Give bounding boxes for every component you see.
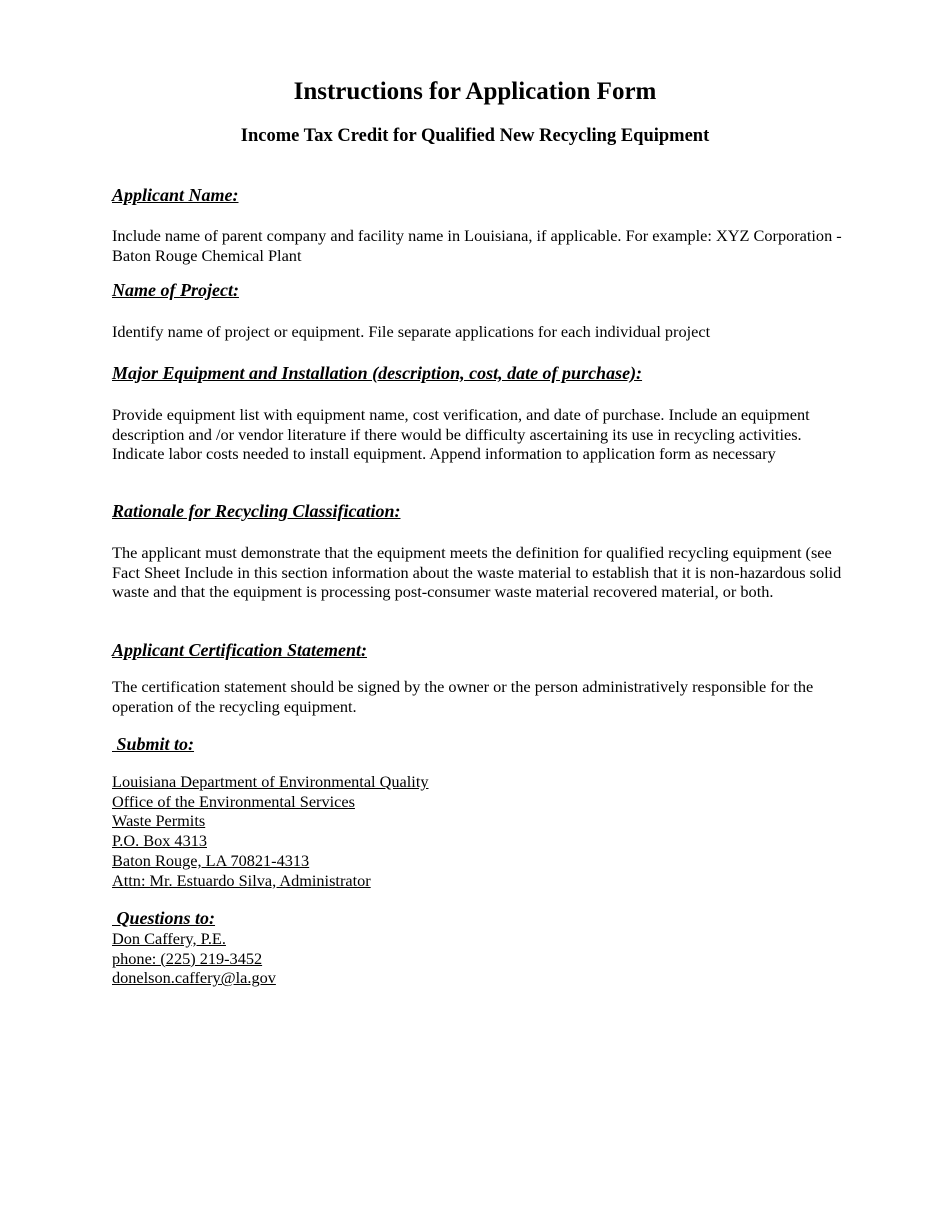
section-heading-rationale: Rationale for Recycling Classification: [112, 501, 401, 521]
address-line-division: Waste Permits [112, 811, 206, 831]
questions-heading: Questions to: [112, 908, 216, 928]
section-heading-applicant-name: Applicant Name: [112, 185, 239, 205]
address-line-agency: Louisiana Department of Environmental Quality [112, 772, 429, 791]
section-body-major-equipment: Provide equipment list with equipment name, cost verification, and date of purchase. Include an equipment description and /or vendor literature if there would be difficulty ascertaining its use in recycling activities. Indicate labor costs needed to install equipment. Append information to application form as necessary [112, 405, 810, 464]
submit-heading: Submit to: [112, 734, 195, 754]
section-heading-major-equipment: Major Equipment and Installation (description, cost, date of purchase): [112, 363, 643, 383]
contact-name: Don Caffery, P.E. [112, 929, 226, 948]
section-body-certification: The certification statement should be signed by the owner or the person administratively responsible for the operation of the recycling equipment. [112, 677, 814, 716]
page-title: Instructions for Application Form [293, 78, 657, 105]
address-line-po-box: P.O. Box 4313 [112, 831, 207, 851]
contact-email-link[interactable]: donelson.caffery@la.gov [112, 968, 276, 988]
contact-phone: phone: (225) 219-3452 [112, 948, 263, 968]
address-line-office: Office of the Environmental Services [112, 791, 355, 811]
section-body-applicant-name: Include name of parent company and facility name in Louisiana, if applicable. For example: XYZ Corporation - Baton Rouge Chemical Plant [112, 226, 842, 265]
address-line-attn: Attn: Mr. Estuardo Silva, Administrator [112, 870, 371, 890]
questions-contact [112, 929, 276, 988]
page-subtitle: Income Tax Credit for Qualified New Recycling Equipment [240, 126, 710, 146]
submit-address [112, 772, 429, 890]
section-body-name-of-project: Identify name of project or equipment. File separate applications for each individual project [112, 322, 711, 341]
address-line-city: Baton Rouge, LA 70821-4313 [112, 850, 310, 870]
section-heading-name-of-project: Name of Project: [112, 280, 239, 300]
section-body-rationale: The applicant must demonstrate that the equipment meets the definition for qualified recycling equipment (see Fact Sheet Include in this section information about the waste material to establish that it is non-hazardous solid waste and that the equipment is processing post-consumer waste material recovered material, or both. [112, 543, 842, 602]
section-heading-certification: Applicant Certification Statement: [112, 640, 368, 660]
